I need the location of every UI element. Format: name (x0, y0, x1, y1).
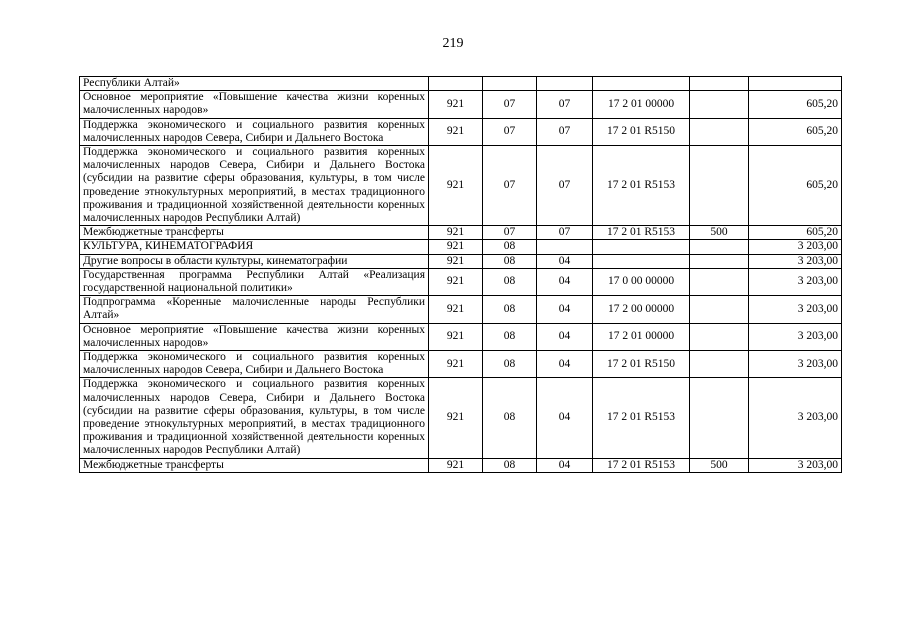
cell-ministry-code: 921 (429, 378, 483, 458)
cell-name: Поддержка экономического и социального развития коренных малочисленных народов Севера, Сибири и Дальнего Востока (80, 118, 429, 145)
cell-amount: 605,20 (749, 91, 842, 118)
cell-subsection-code: 04 (537, 378, 593, 458)
cell-target-article: 17 2 01 R5153 (593, 226, 690, 240)
cell-section-code: 08 (483, 323, 537, 350)
table-row (80, 240, 842, 254)
cell-target-article: 17 2 01 R5153 (593, 146, 690, 226)
cell-section-code: 08 (483, 458, 537, 472)
cell-target-article (593, 77, 690, 91)
cell-target-article (593, 240, 690, 254)
cell-target-article: 17 2 00 00000 (593, 296, 690, 323)
cell-expense-type (690, 254, 749, 268)
cell-expense-type (690, 77, 749, 91)
cell-expense-type: 500 (690, 458, 749, 472)
table-row (80, 458, 842, 472)
cell-amount: 605,20 (749, 226, 842, 240)
cell-target-article (593, 254, 690, 268)
cell-ministry-code (429, 77, 483, 91)
cell-amount: 3 203,00 (749, 351, 842, 378)
cell-amount: 3 203,00 (749, 296, 842, 323)
table-body (80, 77, 842, 473)
cell-subsection-code: 07 (537, 146, 593, 226)
cell-ministry-code: 921 (429, 91, 483, 118)
cell-name: КУЛЬТУРА, КИНЕМАТОГРАФИЯ (80, 240, 429, 254)
cell-name: Поддержка экономического и социального развития коренных малочисленных народов Севера, Сибири и Дальнего Востока (субсидии на развитие сферы образования, культуры, в том числе проведение этнокультурных мероприятий, в местах традиционного проживания и традиционной хозяйственной деятельности коренных малочисленных народов Республики Алтай) (80, 146, 429, 226)
cell-subsection-code: 04 (537, 268, 593, 295)
cell-amount: 3 203,00 (749, 458, 842, 472)
table-row (80, 226, 842, 240)
cell-name: Межбюджетные трансферты (80, 458, 429, 472)
cell-amount (749, 77, 842, 91)
table-row (80, 118, 842, 145)
cell-amount: 3 203,00 (749, 378, 842, 458)
cell-subsection-code: 04 (537, 254, 593, 268)
cell-ministry-code: 921 (429, 351, 483, 378)
cell-subsection-code: 07 (537, 91, 593, 118)
cell-amount: 3 203,00 (749, 240, 842, 254)
cell-subsection-code (537, 77, 593, 91)
cell-ministry-code: 921 (429, 146, 483, 226)
cell-ministry-code: 921 (429, 118, 483, 145)
cell-subsection-code: 04 (537, 296, 593, 323)
table-row (80, 146, 842, 226)
cell-ministry-code: 921 (429, 458, 483, 472)
cell-name: Республики Алтай» (80, 77, 429, 91)
cell-section-code: 08 (483, 268, 537, 295)
cell-ministry-code: 921 (429, 296, 483, 323)
cell-name: Другие вопросы в области культуры, кинематографии (80, 254, 429, 268)
table-row (80, 296, 842, 323)
table-row (80, 378, 842, 458)
cell-expense-type (690, 296, 749, 323)
cell-name: Межбюджетные трансферты (80, 226, 429, 240)
cell-subsection-code: 07 (537, 118, 593, 145)
cell-ministry-code: 921 (429, 240, 483, 254)
cell-expense-type (690, 91, 749, 118)
cell-target-article: 17 2 01 00000 (593, 91, 690, 118)
cell-ministry-code: 921 (429, 254, 483, 268)
table-row (80, 77, 842, 91)
cell-target-article: 17 0 00 00000 (593, 268, 690, 295)
cell-subsection-code: 07 (537, 226, 593, 240)
budget-table (79, 76, 842, 473)
cell-expense-type (690, 240, 749, 254)
cell-section-code: 08 (483, 296, 537, 323)
cell-expense-type (690, 323, 749, 350)
cell-section-code: 07 (483, 91, 537, 118)
cell-subsection-code: 04 (537, 458, 593, 472)
cell-amount: 605,20 (749, 118, 842, 145)
table-row (80, 254, 842, 268)
cell-expense-type: 500 (690, 226, 749, 240)
table-row (80, 268, 842, 295)
cell-section-code: 08 (483, 351, 537, 378)
cell-expense-type (690, 351, 749, 378)
page-number: 219 (442, 36, 464, 51)
cell-amount: 605,20 (749, 146, 842, 226)
cell-subsection-code (537, 240, 593, 254)
cell-section-code: 07 (483, 118, 537, 145)
cell-expense-type (690, 378, 749, 458)
cell-name: Поддержка экономического и социального развития коренных малочисленных народов Севера, Сибири и Дальнего Востока (субсидии на развитие сферы образования, культуры, в том числе проведение этнокультурных мероприятий, в местах традиционного проживания и традиционной хозяйственной деятельности коренных малочисленных народов Республики Алтай) (80, 378, 429, 458)
cell-name: Поддержка экономического и социального развития коренных малочисленных народов Севера, Сибири и Дальнего Востока (80, 351, 429, 378)
cell-section-code: 07 (483, 146, 537, 226)
cell-expense-type (690, 118, 749, 145)
cell-name: Основное мероприятие «Повышение качества жизни коренных малочисленных народов» (80, 323, 429, 350)
cell-ministry-code: 921 (429, 226, 483, 240)
cell-target-article: 17 2 01 R5153 (593, 458, 690, 472)
cell-section-code (483, 77, 537, 91)
cell-section-code: 07 (483, 226, 537, 240)
cell-amount: 3 203,00 (749, 268, 842, 295)
cell-target-article: 17 2 01 R5150 (593, 118, 690, 145)
cell-amount: 3 203,00 (749, 323, 842, 350)
cell-name: Государственная программа Республики Алтай «Реализация государственной национальной политики» (80, 268, 429, 295)
table-row (80, 351, 842, 378)
cell-expense-type (690, 146, 749, 226)
cell-section-code: 08 (483, 240, 537, 254)
cell-expense-type (690, 268, 749, 295)
cell-ministry-code: 921 (429, 323, 483, 350)
cell-subsection-code: 04 (537, 351, 593, 378)
cell-subsection-code: 04 (537, 323, 593, 350)
cell-target-article: 17 2 01 R5153 (593, 378, 690, 458)
cell-ministry-code: 921 (429, 268, 483, 295)
table-row (80, 91, 842, 118)
cell-section-code: 08 (483, 378, 537, 458)
cell-target-article: 17 2 01 R5150 (593, 351, 690, 378)
table-row (80, 323, 842, 350)
cell-target-article: 17 2 01 00000 (593, 323, 690, 350)
cell-name: Основное мероприятие «Повышение качества жизни коренных малочисленных народов» (80, 91, 429, 118)
cell-section-code: 08 (483, 254, 537, 268)
cell-amount: 3 203,00 (749, 254, 842, 268)
cell-name: Подпрограмма «Коренные малочисленные народы Республики Алтай» (80, 296, 429, 323)
